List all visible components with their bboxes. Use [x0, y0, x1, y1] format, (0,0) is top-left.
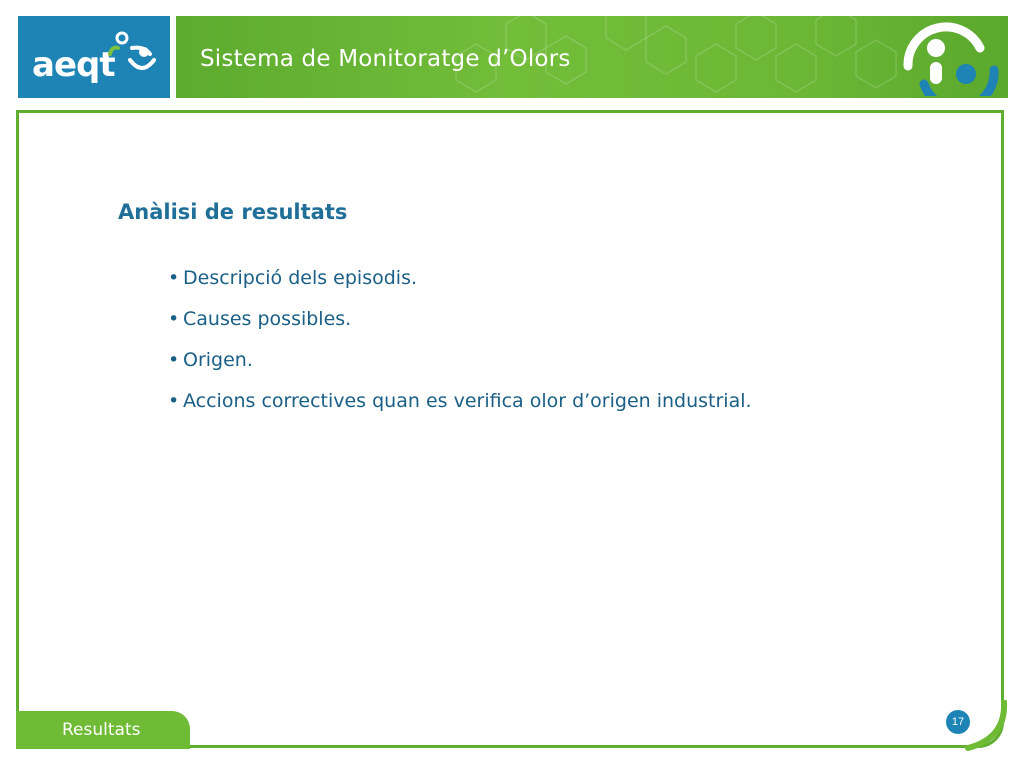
bullet-item	[168, 262, 752, 303]
bullet-item	[168, 344, 752, 385]
page-number-badge: 17	[946, 710, 970, 734]
aeqt-logo	[18, 16, 170, 98]
bullet-dot: •	[168, 267, 180, 289]
bullet-dot: •	[168, 349, 180, 371]
bullet-list	[168, 262, 752, 426]
people-circle-icon	[894, 22, 1004, 96]
bullet-text: Causes possibles.	[183, 308, 352, 330]
bullet-text: Accions correctives quan es verifica olor d’origen industrial.	[183, 390, 752, 412]
header-bar	[176, 16, 1008, 98]
page-title: Sistema de Monitoratge d’Olors	[200, 46, 571, 72]
aeqt-logo-icon	[18, 16, 170, 98]
bullet-text: Descripció dels episodis.	[183, 267, 418, 289]
bullet-text: Origen.	[183, 349, 253, 371]
bullet-item	[168, 303, 752, 344]
logo-wordmark: aeqt	[32, 45, 115, 85]
bullet-item	[168, 385, 752, 426]
bullet-dot: •	[168, 390, 180, 412]
footer-section-tab	[16, 711, 190, 749]
section-heading: Anàlisi de resultats	[118, 200, 348, 224]
bullet-dot: •	[168, 308, 180, 330]
footer-section-label: Resultats	[62, 720, 141, 740]
